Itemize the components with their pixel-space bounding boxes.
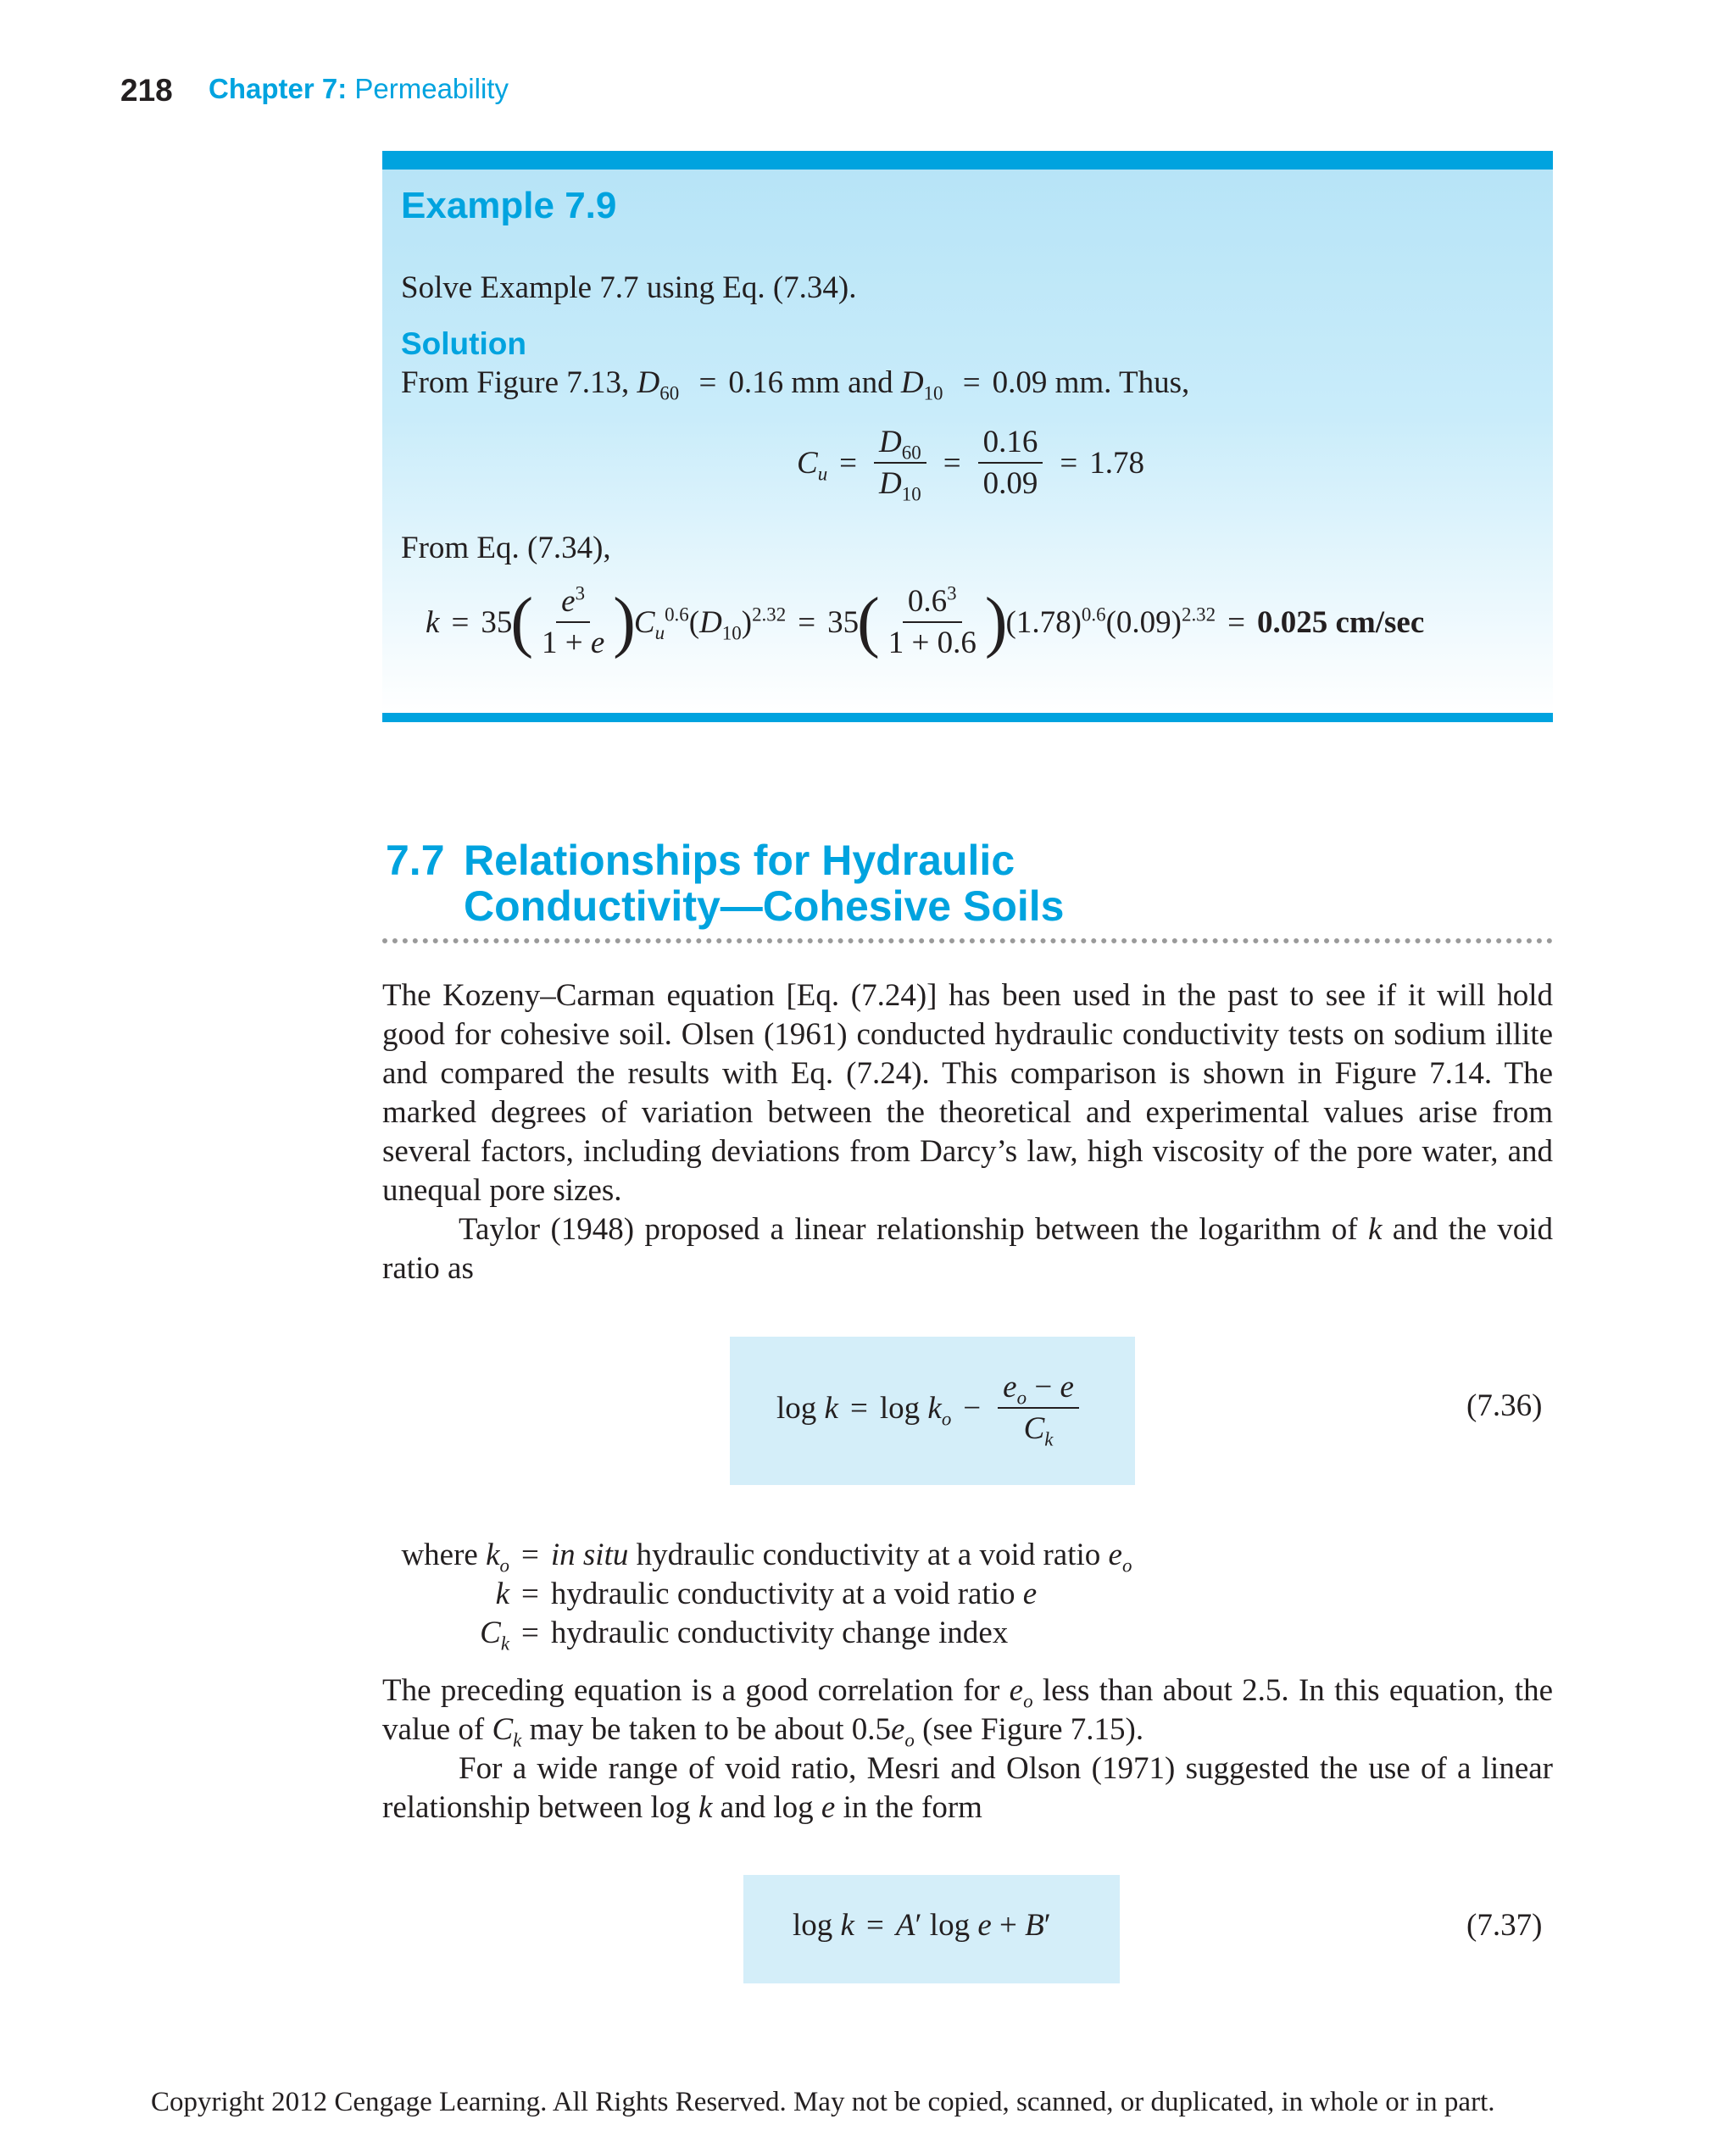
thus-text: Thus, [1119,365,1190,400]
section-divider [382,938,1553,943]
d10-numeric: 0.09 [1116,604,1171,640]
example-title: Example 7.9 [401,185,617,226]
p3-text-c: may be taken to be about 0.5 [529,1712,891,1747]
cu-equation: $C_u$ = $\frac{D_{60}}{D_{10}}$ = $\frac{0.16}{0.09}$ = 1.78 [797,425,1144,505]
ck-definition: hydraulic conductivity change index [550,1616,1009,1650]
chapter-title: Permeability [354,73,509,104]
cu-value-fraction [978,424,1043,502]
equation-7-36: log k = $\log k_o$ − $\frac{e_o - e}{C_k}$ [776,1369,1084,1447]
paragraph-taylor: Taylor (1948) proposed a linear relationship between the logarithm of k and the void ratio as [382,1212,1554,1286]
k-coefficient-2: 35 [827,604,860,640]
chapter-number: Chapter 7: [209,73,348,104]
section-title-line2: Conductivity—Cohesive Soils [464,882,1065,930]
copyright-notice: Copyright 2012 Cengage Learning. All Rights Reserved. May not be copied, scanned, or duplicated, in whole or in part. [151,2087,1495,2117]
cu-numeric-exponent: 0.6 [1081,603,1106,626]
paragraph-correlation: The preceding equation is a good correlation for $e_o$ less than about 2.5. In this equation, the value of $C_k$ may be taken to be about $0.5e_o$ (see Figure 7.15). [382,1673,1553,1751]
k-result: 0.025 cm/sec [1256,604,1425,640]
d10-value: 0.09 mm. [992,365,1112,400]
p2-text-a: Taylor (1948) proposed a linear relationship between the logarithm of [459,1212,1358,1247]
section-number: 7.7 [386,837,445,884]
ko-definition: hydraulic conductivity at a void ratio [636,1538,1101,1572]
equation-number-7-37: (7.37) [1466,1908,1543,1943]
k-definition: hydraulic conductivity at a void ratio [550,1577,1015,1611]
cu-numerator: 0.16 [978,424,1043,464]
void-ratio-fraction: $\frac{e^3}{1 + e}$ [541,582,605,660]
from-figure-text: From Figure 7.13, [401,365,630,400]
p4-text-c: in the form [843,1790,982,1825]
p3-text-d: (see Figure 7.15). [922,1712,1144,1747]
in-situ-text: in situ [550,1538,629,1572]
p4-text-b: and log [720,1790,814,1825]
void-ratio-fraction-numeric: $\frac{0.6^3}{1 + 0.6}$ [883,583,982,661]
cu-result: 1.78 [1089,445,1144,481]
solution-label: Solution [401,326,526,361]
and-text: and [848,365,893,400]
equation-number-7-36: (7.36) [1466,1388,1543,1423]
p4-text-a: For a wide range of void ratio, Mesri and Olson (1971) suggested the use of a linear relationship between log [382,1751,1553,1825]
d10-numeric-exponent: 2.32 [1181,603,1216,626]
cu-numeric: 1.78 [1015,604,1071,640]
section-title-line1: Relationships for Hydraulic [464,837,1015,884]
k-coefficient: 35 [481,604,513,640]
definition-ko: where $k_o$ = in situ hydraulic conductivity at a void ratio $e_o$ [401,1538,1132,1577]
cu-ratio-fraction: $\frac{D_{60}}{D_{10}}$ [874,424,926,502]
e-value: 0.6 [907,584,948,619]
p3-text-b: less than about 2.5. In this equation, the value of [382,1673,1553,1747]
solution-statement: From Figure 7.13, $D_{60} = 0.16$ mm and $D_{10} = 0.09$ mm. Thus, [401,365,1190,404]
p3-text-a: The preceding equation is a good correlation for [382,1673,1000,1708]
d10-exponent: 2.32 [752,603,787,626]
one-plus-e: 1 + 0.6 [887,626,976,660]
definition-ck: $C_k$ = hydraulic conductivity change index [480,1616,1009,1655]
page-number: 218 [120,73,173,108]
example-prompt: Solve Example 7.7 using Eq. (7.34). [401,270,857,305]
cu-exponent: 0.6 [665,603,689,626]
from-eq-text: From Eq. (7.34), [401,531,611,565]
cu-denominator: 0.09 [982,466,1038,501]
section-heading [386,837,1064,929]
paragraph-mesri-olson: For a wide range of void ratio, Mesri and Olson (1971) suggested the use of a linear relationship between log k and log e in the form [382,1751,1553,1825]
where-text: where [401,1538,478,1572]
d60-value: 0.16 mm [728,365,840,400]
equation-7-37: log k = A′ log e + B′ [793,1908,1051,1943]
variable-definitions [382,1536,1132,1653]
running-header [209,73,509,105]
paragraph-kozeny-carman: The Kozeny–Carman equation [Eq. (7.24)] has been used in the past to see if it will hold good for cohesive soil. Olsen (1961) conducted hydraulic conductivity tests on sodium illite and compared the results with Eq. (7.24). This comparison is shown in Figure 7.14. The marked degrees of variation between the theoretical and experimental values arise from several factors, including deviations from Darcy’s law, high viscosity of the pore water, and unequal pore sizes. [382,978,1553,1208]
k-equation: k = 35 ( $\frac{e^3}{1 + e}$ ) $C_u^{0.6}(D_{10})^{2.32}$ = 35 ( $\frac{0.6^3}{1 + 0.6}$ ) $(1.78)^{0.6}(0.09)^{2.32}$ = 0.025 cm/sec [426,582,1425,660]
definition-k: k = hydraulic conductivity at a void ratio e [495,1577,1038,1611]
p2-text-b: and the void ratio as [382,1212,1554,1286]
